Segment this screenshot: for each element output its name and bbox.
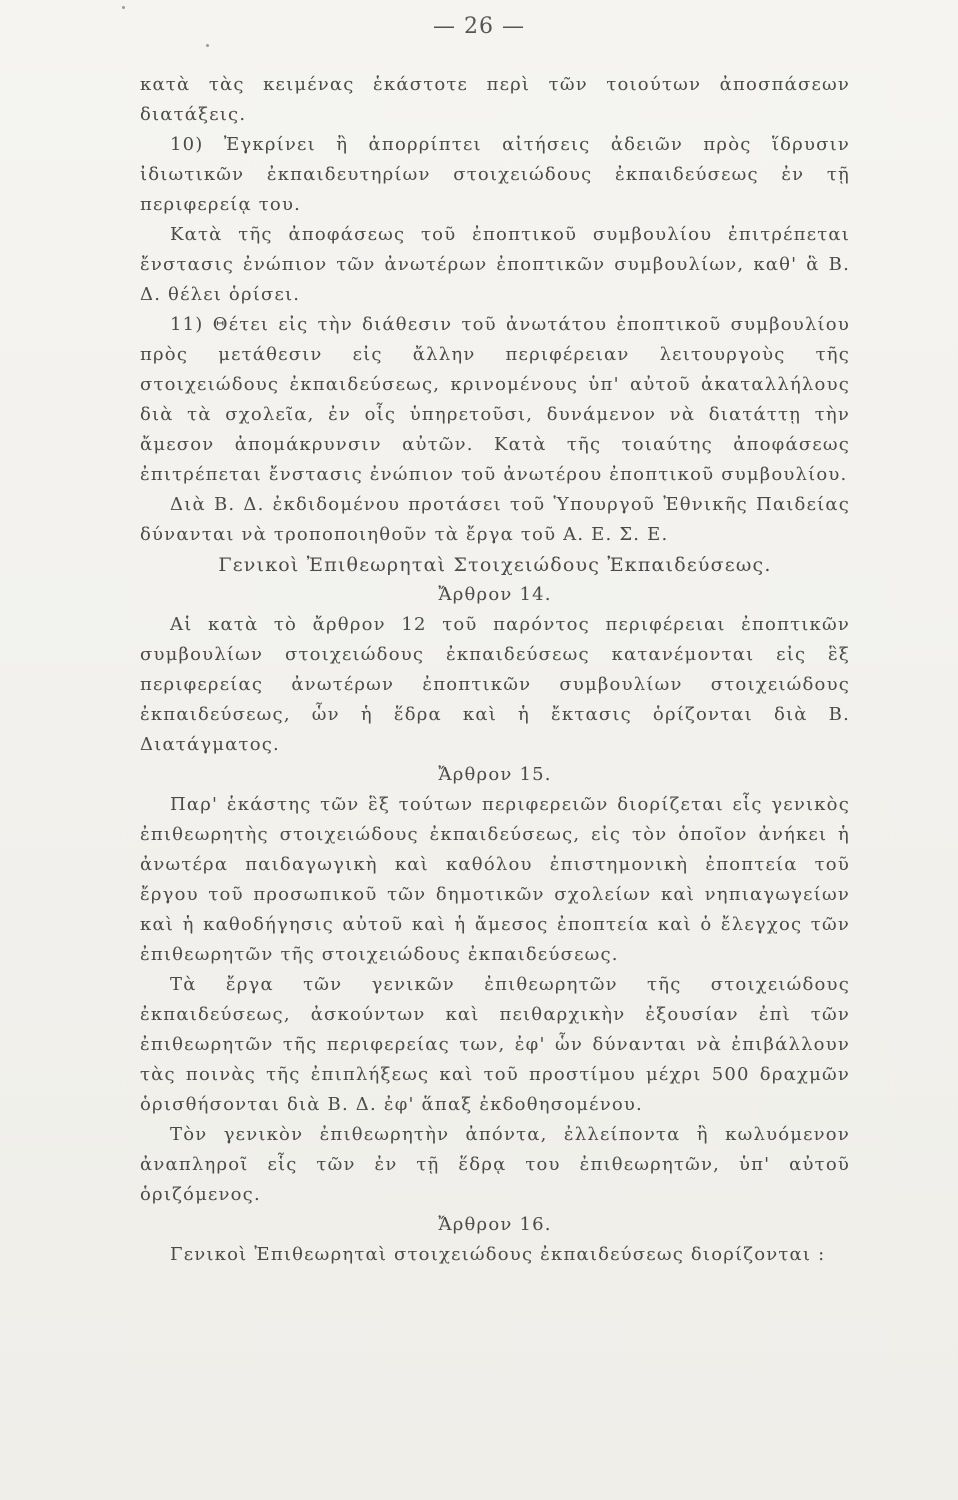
article-15-heading: Ἄρθρον 15.: [438, 764, 552, 785]
section-title: Γενικοὶ Ἐπιθεωρηταὶ Στοιχειώδους Ἐκπαιδεύσεως.: [218, 554, 772, 576]
article-16-heading: Ἄρθρον 16.: [438, 1214, 552, 1235]
document-body: [140, 70, 850, 1270]
article-15-paragraph: Τὰ ἔργα τῶν γενικῶν ἐπιθεωρητῶν τῆς στοιχειώδους ἐκπαιδεύσεως, ἀσκούντων καὶ πειθαρχικὴν ἐξουσίαν ἐπὶ τῶν ἐπιθεωρητῶν τῆς περιφερείας των, ἐφ' ὧν δύνανται νὰ ἐπιβάλλουν τὰς ποινὰς τῆς ἐπιπλήξεως καὶ τοῦ προστίμου μέχρι 500 δραχμῶν ὁρισθήσονται διὰ Β. Δ. ἐφ' ἅπαξ ἐκδοθησομένου.: [140, 974, 850, 1115]
paper-speck: [122, 6, 125, 9]
paragraph-appeal: Κατὰ τῆς ἀποφάσεως τοῦ ἐποπτικοῦ συμβουλίου ἐπιτρέπεται ἔνστασις ἐνώπιον τῶν ἀνωτέρων ἐποπτικῶν συμβουλίων, καθ' ἃ Β. Δ. θέλει ὁρίσει.: [140, 224, 850, 305]
paragraph-item-10: 10) Ἐγκρίνει ἢ ἀπορρίπτει αἰτήσεις ἀδειῶν πρὸς ἵδρυσιν ἰδιωτικῶν ἐκπαιδευτηρίων στοιχειώδους ἐκπαιδεύσεως ἐν τῇ περιφερείᾳ του.: [140, 134, 850, 215]
article-14-heading: Ἄρθρον 14.: [438, 584, 552, 605]
article-15-paragraph: Τὸν γενικὸν ἐπιθεωρητὴν ἀπόντα, ἐλλείποντα ἢ κωλυόμενον ἀναπληροῖ εἷς τῶν ἐν τῇ ἕδρᾳ του ἐπιθεωρητῶν, ὑπ' αὐτοῦ ὁριζόμενος.: [140, 1124, 850, 1205]
article-14-text: Αἱ κατὰ τὸ ἄρθρον 12 τοῦ παρόντος περιφέρειαι ἐποπτικῶν συμβουλίων στοιχειώδους ἐκπαιδεύσεως κατανέμονται εἰς ἓξ περιφερείας ἀνωτέρων ἐποπτικῶν συμβουλίων στοιχειώδους ἐκπαιδεύσεως, ὧν ἡ ἕδρα καὶ ἡ ἔκτασις ὁρίζονται διὰ Β. Διατάγματος.: [140, 614, 850, 755]
paper-speck: [206, 44, 209, 47]
paragraph-continuation: κατὰ τὰς κειμένας ἑκάστοτε περὶ τῶν τοιούτων ἀποσπάσεων διατάξεις.: [140, 74, 850, 125]
paragraph-decree: Διὰ Β. Δ. ἐκδιδομένου προτάσει τοῦ Ὑπουργοῦ Ἐθνικῆς Παιδείας δύνανται νὰ τροποποιηθοῦν τὰ ἔργα τοῦ Α. Ε. Σ. Ε.: [140, 494, 850, 545]
article-16-text: Γενικοὶ Ἐπιθεωρηταὶ στοιχειώδους ἐκπαιδεύσεως διορίζονται :: [170, 1244, 826, 1265]
page-number: — 26 —: [433, 14, 525, 39]
paragraph-item-11: 11) Θέτει εἰς τὴν διάθεσιν τοῦ ἀνωτάτου ἐποπτικοῦ συμβουλίου πρὸς μετάθεσιν εἰς ἄλλην περιφέρειαν λειτουργοὺς τῆς στοιχειώδους ἐκπαιδεύσεως, κρινομένους ὑπ' αὐτοῦ ἀκαταλλήλους διὰ τὰ σχολεῖα, ἐν οἷς ὑπηρετοῦσι, δυνάμενον νὰ διατάττῃ τὴν ἄμεσον ἀπομάκρυνσιν αὐτῶν. Κατὰ τῆς τοιαύτης ἀποφάσεως ἐπιτρέπεται ἔνστασις ἐνώπιον τοῦ ἀνωτέρου ἐποπτικοῦ συμβουλίου.: [140, 314, 850, 485]
article-15-paragraph: Παρ' ἑκάστης τῶν ἓξ τούτων περιφερειῶν διορίζεται εἷς γενικὸς ἐπιθεωρητὴς στοιχειώδους ἐκπαιδεύσεως, εἰς τὸν ὁποῖον ἀνήκει ἡ ἀνωτέρα παιδαγωγικὴ καὶ καθόλου ἐπιστημονικὴ ἐποπτεία τοῦ ἔργου τοῦ προσωπικοῦ τῶν δημοτικῶν σχολείων καὶ νηπιαγωγείων καὶ ἡ καθοδήγησις αὐτοῦ καὶ ἡ ἄμεσος ἐποπτεία καὶ ὁ ἔλεγχος τῶν ἐπιθεωρητῶν τῆς στοιχειώδους ἐκπαιδεύσεως.: [140, 794, 850, 965]
